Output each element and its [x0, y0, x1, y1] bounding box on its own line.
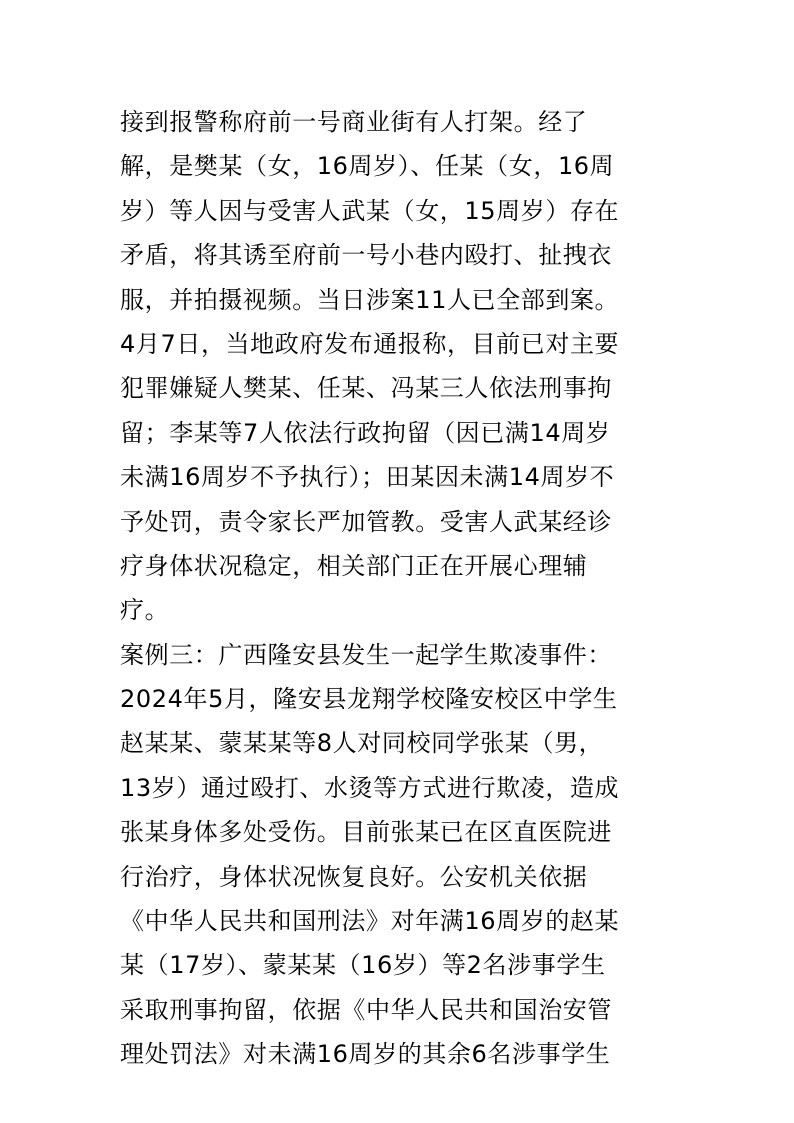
text-line: 《中华人民共和国刑法》对年满16周岁的赵某 [120, 907, 620, 936]
text-line: 4月7日，当地政府发布通报称，目前已对主要 [120, 329, 620, 358]
text-line: 岁）等人因与受害人武某（女，15周岁）存在 [120, 196, 620, 225]
text-line: 解，是樊某（女，16周岁）、任某（女，16周 [120, 152, 615, 181]
text-line: 疗。 [120, 596, 170, 625]
text-line: 理处罚法》对未满16周岁的其余6名涉事学生 [120, 1040, 611, 1069]
text-line: 某（17岁）、蒙某某（16岁）等2名涉事学生 [120, 951, 606, 980]
body-text [120, 100, 680, 1077]
text-line: 接到报警称府前一号商业街有人打架。经了 [120, 108, 588, 136]
text-line: 赵某某、蒙某某等8人对同校同学张某（男， [120, 729, 604, 758]
text-line: 服，并拍摄视频。当日涉案11人已全部到案。 [120, 285, 620, 314]
text-line: 13岁）通过殴打、水烫等方式进行欺凌，造成 [120, 773, 620, 802]
text-line: 采取刑事拘留，依据《中华人民共和国治安管 [120, 995, 612, 1024]
text-line: 矛盾，将其诱至府前一号小巷内殴打、扯拽衣 [120, 241, 612, 270]
text-line: 疗身体状况稳定，相关部门正在开展心理辅 [120, 551, 588, 580]
text-line: 2024年5月，隆安县龙翔学校隆安校区中学生 [120, 685, 618, 714]
text-line: 案例三：广西隆安县发生一起学生欺凌事件： [120, 640, 612, 669]
text-line: 未满16周岁不予执行）；田某因未满14周岁不 [120, 463, 615, 492]
text-line: 予处罚，责令家长严加管教。受害人武某经诊 [120, 507, 612, 536]
text-line: 犯罪嫌疑人樊某、任某、冯某三人依法刑事拘 [120, 374, 612, 403]
text-line: 张某身体多处受伤。目前张某已在区直医院进 [120, 818, 612, 847]
text-line: 留；李某等7人依法行政拘留（因已满14周岁 [120, 418, 611, 447]
text-line: 行治疗，身体状况恢复良好。公安机关依据 [120, 862, 588, 891]
